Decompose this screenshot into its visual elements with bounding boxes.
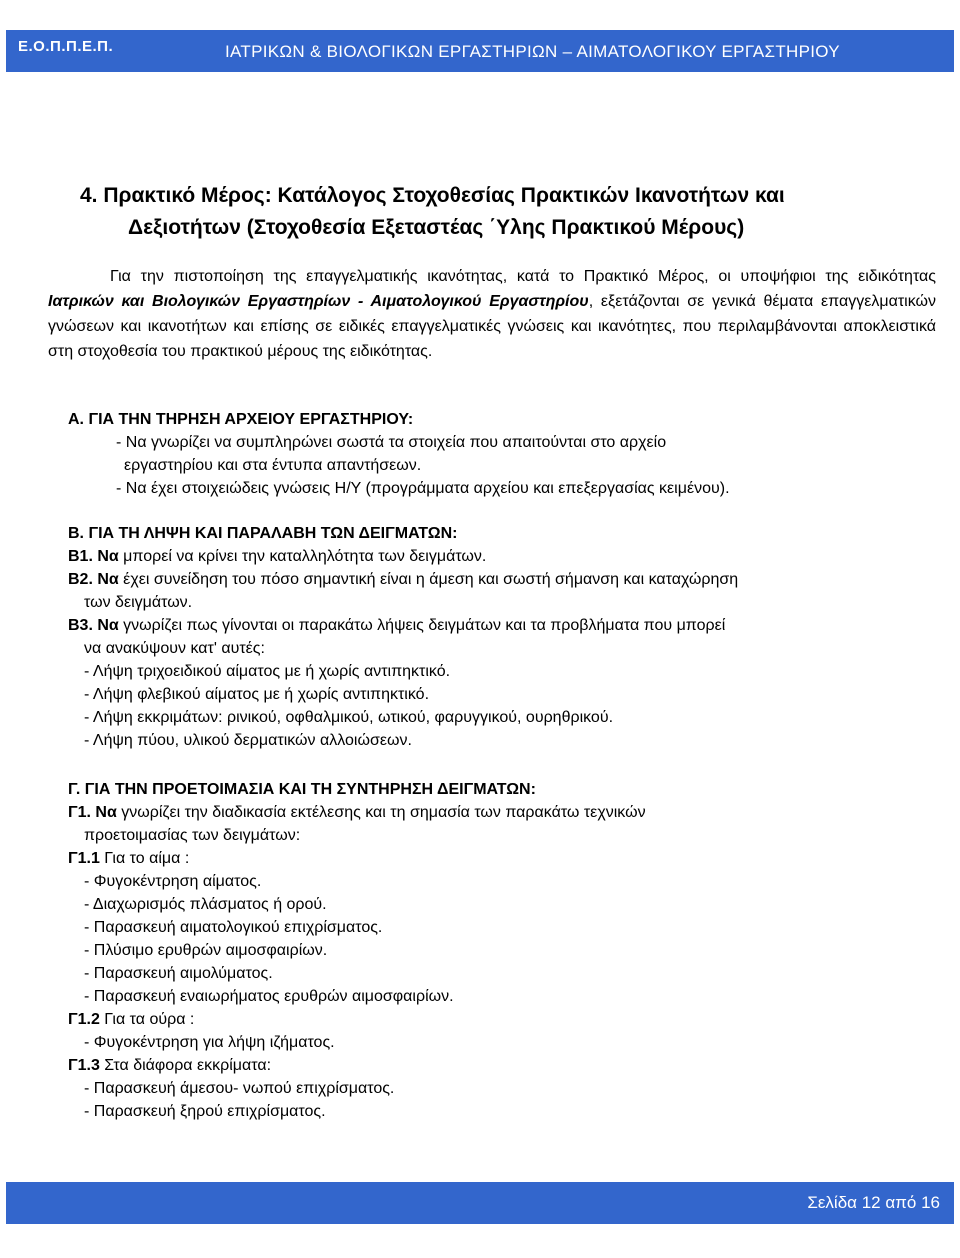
g11-line: [68, 847, 938, 870]
g11-item: - Φυγοκέντρηση αίματος.: [84, 873, 262, 890]
header-organization: Ε.Ο.Π.Π.Ε.Π.: [18, 38, 114, 55]
section-a-heading: Α. ΓΙΑ ΤΗΝ ΤΗΡΗΣΗ ΑΡΧΕΙΟΥ ΕΡΓΑΣΤΗΡΙΟΥ:: [68, 411, 414, 428]
g11-code: Γ1.1: [68, 850, 100, 867]
g12-item: - Φυγοκέντρηση για λήψη ιζήματος.: [84, 1034, 335, 1051]
g1-line: [68, 801, 938, 824]
g13-item: - Παρασκευή ξηρού επιχρίσματος.: [84, 1103, 326, 1120]
intro-paragraph: [48, 264, 936, 364]
g12-code: Γ1.2: [68, 1011, 100, 1028]
g11-item: - Παρασκευή εναιωρήματος ερυθρών αιμοσφαιρίων.: [84, 988, 454, 1005]
b3-code: Β3. Να: [68, 617, 119, 634]
g13-code: Γ1.3: [68, 1057, 100, 1074]
b1-text: μπορεί να κρίνει την καταλληλότητα των δειγμάτων.: [118, 548, 487, 565]
b3-item: - Λήψη πύου, υλικού δερματικών αλλοιώσεων.: [84, 732, 412, 749]
g11-item: - Παρασκευή αιμολύματος.: [84, 965, 273, 982]
g13-text: Στα διάφορα εκκρίματα:: [99, 1057, 272, 1074]
g11-item: - Παρασκευή αιματολογικού επιχρίσματος.: [84, 919, 383, 936]
page-header: [6, 30, 954, 72]
section-a-item-2: - Να έχει στοιχειώδεις γνώσεις Η/Υ (προγράμματα αρχείου και επεξεργασίας κειμένου).: [116, 480, 730, 497]
section-a: [68, 408, 938, 500]
title-line-1: 4. Πρακτικό Μέρος: Κατάλογος Στοχοθεσίας Πρακτικών Ικανοτήτων και: [80, 184, 785, 207]
section-a-item-1b: εργαστηρίου και στα έντυπα απαντήσεων.: [124, 457, 422, 474]
b3-item: - Λήψη εκκριμάτων: ρινικού, οφθαλμικού, ωτικού, φαρυγγικού, ουρηθρικού.: [84, 709, 614, 726]
b3-item: - Λήψη φλεβικού αίματος με ή χωρίς αντιπηκτικό.: [84, 686, 430, 703]
intro-text-1: Για την πιστοποίηση της επαγγελματικής ικανότητας, κατά το Πρακτικό Μέρος, οι υποψήφιοι της ειδικότητας: [110, 268, 936, 285]
b2-line: [68, 568, 938, 591]
page-footer: [6, 1182, 954, 1224]
header-specialty: ΙΑΤΡΙΚΩΝ & ΒΙΟΛΟΓΙΚΩΝ ΕΡΓΑΣΤΗΡΙΩΝ – ΑΙΜΑΤΟΛΟΓΙΚΟΥ ΕΡΓΑΣΤΗΡΙΟΥ: [225, 42, 840, 61]
page-number: Σελίδα 12 από 16: [807, 1193, 940, 1212]
section-b-heading: Β. ΓΙΑ ΤΗ ΛΗΨΗ ΚΑΙ ΠΑΡΑΛΑΒΗ ΤΩΝ ΔΕΙΓΜΑΤΩΝ:: [68, 525, 458, 542]
g11-item: - Διαχωρισμός πλάσματος ή ορού.: [84, 896, 327, 913]
section-a-item-1a: - Να γνωρίζει να συμπληρώνει σωστά τα στοιχεία που απαιτούνται στο αρχείο: [116, 434, 667, 451]
g1-text: γνωρίζει την διαδικασία εκτέλεσης και τη σημασία των παρακάτω τεχνικών: [116, 804, 646, 821]
section-b: [68, 522, 938, 752]
g1-code: Γ1. Να: [68, 804, 117, 821]
b2-text: έχει συνείδηση του πόσο σημαντική είναι η άμεση και σωστή σήμανση και καταχώρηση: [118, 571, 739, 588]
g12-line: [68, 1008, 938, 1031]
b3-item: - Λήψη τριχοειδικού αίματος με ή χωρίς αντιπηκτικό.: [84, 663, 451, 680]
b3-text: γνωρίζει πως γίνονται οι παρακάτω λήψεις δειγμάτων και τα προβλήματα που μπορεί: [118, 617, 726, 634]
g11-text: Για το αίμα :: [99, 850, 190, 867]
b2-cont: των δειγμάτων.: [84, 594, 193, 611]
intro-specialty: Ιατρικών και Βιολογικών Εργαστηρίων - Αιματολογικού Εργαστηρίου: [48, 293, 589, 310]
b1-code: Β1. Να: [68, 548, 119, 565]
intro-text-2: , εξετάζονται σε γενικά θέματα επαγγελματικών γνώσεων και ικανοτήτων και επίσης σε ειδικές επαγγελματικές γνώσεις και ικανότητες, που περιλαμβάνονται αποκλειστικά στη στοχοθεσία του πρακτικού μέρους της ειδικότητας.: [48, 293, 937, 360]
section-g: [68, 778, 938, 1123]
g1-cont: προετοιμασίας των δειγμάτων:: [84, 827, 301, 844]
title-line-2: Δεξιοτήτων (Στοχοθεσία Εξεταστέας ΄Υλης Πρακτικού Μέρους): [128, 216, 745, 239]
b3-line: [68, 614, 938, 637]
g12-text: Για τα ούρα :: [99, 1011, 195, 1028]
b3-cont: να ανακύψουν κατ' αυτές:: [84, 640, 265, 657]
section-title: [80, 180, 940, 244]
g13-line: [68, 1054, 938, 1077]
b2-code: Β2. Να: [68, 571, 119, 588]
section-g-heading: Γ. ΓΙΑ ΤΗΝ ΠΡΟΕΤΟΙΜΑΣΙΑ ΚΑΙ ΤΗ ΣΥΝΤΗΡΗΣΗ ΔΕΙΓΜΑΤΩΝ:: [68, 781, 536, 798]
g13-item: - Παρασκευή άμεσου- νωπού επιχρίσματος.: [84, 1080, 395, 1097]
b1-line: [68, 545, 938, 568]
g11-item: - Πλύσιμο ερυθρών αιμοσφαιρίων.: [84, 942, 328, 959]
